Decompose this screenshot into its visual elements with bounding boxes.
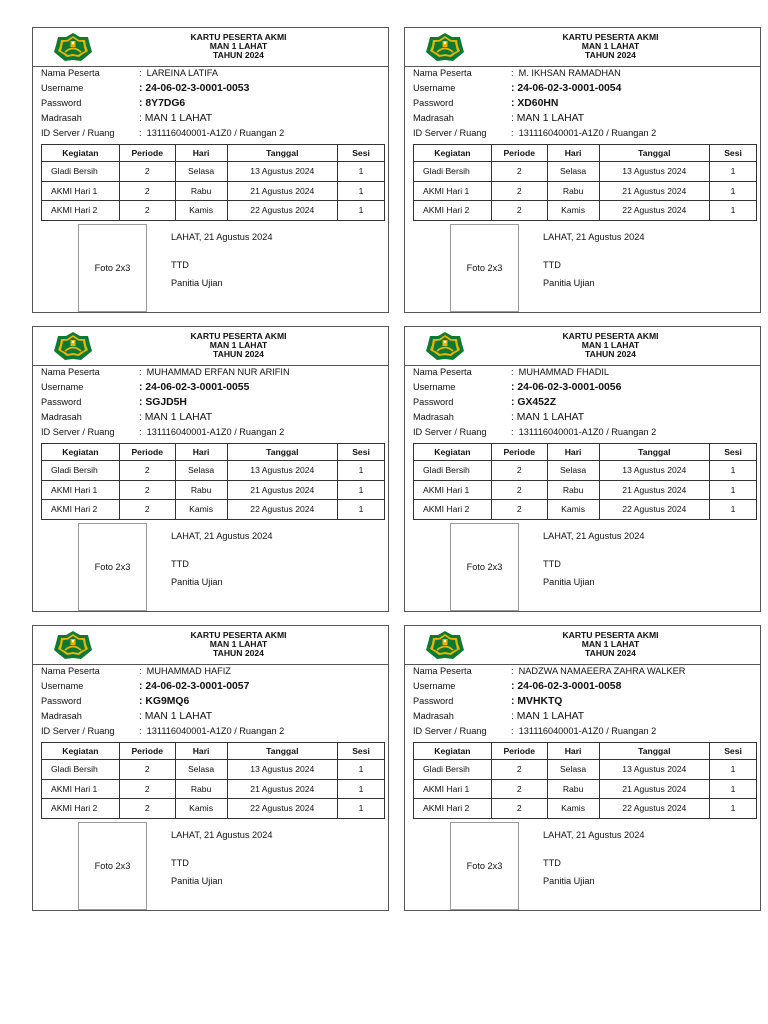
card-year: TAHUN 2024 (585, 349, 636, 360)
participant-card (404, 625, 761, 911)
schedule-cell: 13 Agustus 2024 (599, 760, 710, 780)
table-row (414, 181, 757, 201)
label-password: Password (41, 696, 82, 706)
schedule-cell: 2 (119, 461, 175, 481)
value-server: : 131116040001-A1Z0 / Ruangan 2 (139, 128, 285, 138)
schedule-cell: Rabu (175, 480, 227, 500)
value-password: : SGJD5H (139, 397, 187, 408)
place-date: LAHAT, 21 Agustus 2024 (171, 830, 273, 840)
schedule-cell: 2 (491, 162, 547, 182)
label-username: Username (41, 681, 84, 691)
label-password: Password (413, 696, 454, 706)
schedule-cell: 1 (338, 799, 385, 819)
schedule-table (413, 443, 757, 520)
place-date: LAHAT, 21 Agustus 2024 (543, 830, 645, 840)
schedule-cell: 13 Agustus 2024 (227, 162, 338, 182)
card-school: MAN 1 LAHAT (581, 340, 640, 351)
card-header (33, 327, 388, 366)
label-nama: Nama Peserta (413, 666, 472, 676)
label-server: ID Server / Ruang (413, 427, 487, 437)
schedule-cell: 2 (491, 760, 547, 780)
place-date: LAHAT, 21 Agustus 2024 (171, 232, 273, 242)
label-server: ID Server / Ruang (41, 128, 115, 138)
table-row (42, 461, 385, 481)
value-nama: : MUHAMMAD HAFIZ (139, 666, 231, 676)
schedule-cell: 2 (491, 480, 547, 500)
schedule-cell: Kamis (547, 799, 599, 819)
schedule-header-cell: Sesi (710, 444, 757, 461)
schedule-cell: Rabu (175, 779, 227, 799)
committee-label: Panitia Ujian (171, 278, 223, 288)
schedule-cell: AKMI Hari 2 (42, 201, 120, 221)
signature-ttd: TTD (543, 260, 561, 270)
photo-placeholder: Foto 2x3 (78, 224, 147, 312)
value-nama: : MUHAMMAD ERFAN NUR ARIFIN (139, 367, 290, 377)
schedule-cell: Rabu (547, 181, 599, 201)
label-username: Username (413, 382, 456, 392)
schedule-header-cell: Periode (491, 444, 547, 461)
schedule-cell: 22 Agustus 2024 (599, 799, 710, 819)
card-school: MAN 1 LAHAT (209, 340, 268, 351)
value-madrasah: : MAN 1 LAHAT (511, 711, 585, 722)
label-nama: Nama Peserta (413, 68, 472, 78)
schedule-cell: 13 Agustus 2024 (227, 760, 338, 780)
value-username: : 24-06-02-3-0001-0057 (139, 681, 250, 692)
table-row (414, 461, 757, 481)
label-username: Username (41, 382, 84, 392)
value-username: : 24-06-02-3-0001-0056 (511, 382, 622, 393)
participant-info (405, 366, 760, 442)
schedule-cell: Gladi Bersih (414, 162, 492, 182)
schedule-header-cell: Kegiatan (42, 444, 120, 461)
schedule-header-cell: Periode (119, 145, 175, 162)
card-year: TAHUN 2024 (585, 648, 636, 659)
schedule-header-row (42, 743, 385, 760)
schedule-header-row (414, 145, 757, 162)
table-row (414, 480, 757, 500)
schedule-cell: Kamis (547, 500, 599, 520)
schedule-cell: Gladi Bersih (414, 760, 492, 780)
schedule-cell: 2 (119, 162, 175, 182)
value-server: : 131116040001-A1Z0 / Ruangan 2 (511, 128, 657, 138)
label-username: Username (413, 681, 456, 691)
schedule-cell: 13 Agustus 2024 (227, 461, 338, 481)
schedule-cell: 2 (491, 500, 547, 520)
schedule-header-row (42, 145, 385, 162)
schedule-cell: 1 (338, 480, 385, 500)
schedule-header-cell: Hari (547, 743, 599, 760)
value-madrasah: : MAN 1 LAHAT (139, 113, 213, 124)
schedule-cell: 1 (710, 480, 757, 500)
schedule-table (413, 742, 757, 819)
schedule-cell: 1 (338, 760, 385, 780)
schedule-header-cell: Tanggal (599, 743, 710, 760)
value-nama: : MUHAMMAD FHADIL (511, 367, 610, 377)
card-header (405, 626, 760, 665)
schedule-cell: AKMI Hari 2 (414, 500, 492, 520)
committee-label: Panitia Ujian (543, 577, 595, 587)
schedule-cell: AKMI Hari 2 (42, 799, 120, 819)
label-username: Username (413, 83, 456, 93)
schedule-cell: 2 (119, 760, 175, 780)
card-school: MAN 1 LAHAT (209, 41, 268, 52)
schedule-cell: 21 Agustus 2024 (599, 181, 710, 201)
card-year: TAHUN 2024 (213, 349, 264, 360)
card-year: TAHUN 2024 (213, 50, 264, 61)
schedule-header-cell: Kegiatan (42, 743, 120, 760)
card-header (33, 626, 388, 665)
schedule-cell: 1 (338, 201, 385, 221)
value-username: : 24-06-02-3-0001-0053 (139, 83, 250, 94)
photo-placeholder: Foto 2x3 (78, 523, 147, 611)
schedule-header-cell: Sesi (338, 743, 385, 760)
schedule-cell: Gladi Bersih (42, 162, 120, 182)
schedule-cell: Rabu (175, 181, 227, 201)
schedule-header-cell: Kegiatan (42, 145, 120, 162)
schedule-table (41, 742, 385, 819)
schedule-cell: Gladi Bersih (42, 461, 120, 481)
value-password: : 8Y7DG6 (139, 98, 186, 109)
value-username: : 24-06-02-3-0001-0055 (139, 382, 250, 393)
place-date: LAHAT, 21 Agustus 2024 (543, 531, 645, 541)
schedule-header-cell: Sesi (710, 743, 757, 760)
value-madrasah: : MAN 1 LAHAT (511, 412, 585, 423)
schedule-cell: Selasa (547, 461, 599, 481)
value-username: : 24-06-02-3-0001-0054 (511, 83, 622, 94)
table-row (42, 201, 385, 221)
schedule-header-cell: Hari (175, 145, 227, 162)
schedule-cell: 21 Agustus 2024 (227, 480, 338, 500)
schedule-cell: 13 Agustus 2024 (599, 162, 710, 182)
committee-label: Panitia Ujian (171, 876, 223, 886)
card-school: MAN 1 LAHAT (581, 41, 640, 52)
label-password: Password (413, 397, 454, 407)
schedule-cell: AKMI Hari 1 (414, 779, 492, 799)
label-server: ID Server / Ruang (413, 128, 487, 138)
signature-ttd: TTD (171, 858, 189, 868)
label-server: ID Server / Ruang (41, 427, 115, 437)
schedule-header-row (414, 444, 757, 461)
table-row (414, 760, 757, 780)
table-row (42, 760, 385, 780)
value-madrasah: : MAN 1 LAHAT (139, 711, 213, 722)
schedule-cell: AKMI Hari 1 (414, 181, 492, 201)
schedule-header-cell: Hari (175, 743, 227, 760)
schedule-cell: 2 (119, 201, 175, 221)
schedule-cell: 21 Agustus 2024 (599, 480, 710, 500)
schedule-header-cell: Periode (119, 743, 175, 760)
value-username: : 24-06-02-3-0001-0058 (511, 681, 622, 692)
photo-placeholder: Foto 2x3 (450, 224, 519, 312)
label-nama: Nama Peserta (41, 666, 100, 676)
schedule-cell: Gladi Bersih (414, 461, 492, 481)
label-madrasah: Madrasah (41, 412, 82, 422)
schedule-cell: AKMI Hari 1 (42, 779, 120, 799)
schedule-cell: Selasa (547, 760, 599, 780)
value-server: : 131116040001-A1Z0 / Ruangan 2 (139, 427, 285, 437)
schedule-cell: AKMI Hari 1 (42, 181, 120, 201)
schedule-cell: AKMI Hari 2 (414, 201, 492, 221)
table-row (414, 500, 757, 520)
value-server: : 131116040001-A1Z0 / Ruangan 2 (511, 427, 657, 437)
schedule-cell: 2 (491, 201, 547, 221)
schedule-cell: 1 (338, 779, 385, 799)
label-madrasah: Madrasah (413, 412, 454, 422)
table-row (42, 500, 385, 520)
card-year: TAHUN 2024 (213, 648, 264, 659)
schedule-header-cell: Tanggal (227, 444, 338, 461)
schedule-cell: 1 (710, 201, 757, 221)
value-madrasah: : MAN 1 LAHAT (139, 412, 213, 423)
schedule-cell: 22 Agustus 2024 (227, 500, 338, 520)
schedule-cell: 1 (338, 181, 385, 201)
committee-label: Panitia Ujian (543, 278, 595, 288)
schedule-cell: AKMI Hari 2 (42, 500, 120, 520)
label-server: ID Server / Ruang (413, 726, 487, 736)
value-password: : XD60HN (511, 98, 559, 109)
place-date: LAHAT, 21 Agustus 2024 (543, 232, 645, 242)
committee-label: Panitia Ujian (543, 876, 595, 886)
schedule-cell: 1 (338, 461, 385, 481)
schedule-header-cell: Tanggal (227, 743, 338, 760)
label-password: Password (413, 98, 454, 108)
signature-ttd: TTD (171, 260, 189, 270)
value-password: : MVHKTQ (511, 696, 563, 707)
schedule-cell: 2 (491, 181, 547, 201)
schedule-cell: Gladi Bersih (42, 760, 120, 780)
participant-info (33, 665, 388, 741)
schedule-header-cell: Periode (491, 743, 547, 760)
schedule-cell: 2 (491, 799, 547, 819)
schedule-cell: 1 (338, 500, 385, 520)
participant-info (405, 67, 760, 143)
schedule-header-cell: Sesi (338, 145, 385, 162)
label-madrasah: Madrasah (413, 113, 454, 123)
schedule-header-cell: Kegiatan (414, 145, 492, 162)
schedule-cell: 2 (119, 500, 175, 520)
schedule-header-cell: Periode (491, 145, 547, 162)
value-server: : 131116040001-A1Z0 / Ruangan 2 (511, 726, 657, 736)
schedule-header-cell: Periode (119, 444, 175, 461)
schedule-cell: 1 (710, 162, 757, 182)
schedule-header-cell: Hari (547, 444, 599, 461)
participant-card (32, 27, 389, 313)
schedule-table (41, 443, 385, 520)
table-row (42, 480, 385, 500)
schedule-cell: 1 (338, 162, 385, 182)
schedule-cell: 1 (710, 760, 757, 780)
schedule-cell: 22 Agustus 2024 (227, 201, 338, 221)
participant-info (33, 366, 388, 442)
schedule-cell: 22 Agustus 2024 (599, 500, 710, 520)
schedule-cell: 2 (491, 461, 547, 481)
label-madrasah: Madrasah (41, 113, 82, 123)
signature-ttd: TTD (171, 559, 189, 569)
participant-card (32, 625, 389, 911)
schedule-cell: AKMI Hari 1 (414, 480, 492, 500)
schedule-header-cell: Tanggal (599, 444, 710, 461)
photo-placeholder: Foto 2x3 (450, 523, 519, 611)
schedule-cell: Kamis (547, 201, 599, 221)
schedule-header-cell: Tanggal (227, 145, 338, 162)
table-row (414, 162, 757, 182)
schedule-cell: 22 Agustus 2024 (227, 799, 338, 819)
participant-card (404, 27, 761, 313)
schedule-cell: 1 (710, 181, 757, 201)
schedule-header-cell: Tanggal (599, 145, 710, 162)
card-header (405, 327, 760, 366)
table-row (42, 799, 385, 819)
value-madrasah: : MAN 1 LAHAT (511, 113, 585, 124)
schedule-cell: Kamis (175, 799, 227, 819)
schedule-header-cell: Sesi (710, 145, 757, 162)
card-school: MAN 1 LAHAT (209, 639, 268, 650)
participant-card (32, 326, 389, 612)
card-title: KARTU PESERTA AKMI (190, 630, 287, 640)
schedule-cell: 2 (119, 480, 175, 500)
schedule-cell: Selasa (547, 162, 599, 182)
card-school: MAN 1 LAHAT (581, 639, 640, 650)
label-username: Username (41, 83, 84, 93)
schedule-cell: Rabu (547, 480, 599, 500)
schedule-cell: Selasa (175, 461, 227, 481)
label-nama: Nama Peserta (41, 68, 100, 78)
card-title: KARTU PESERTA AKMI (562, 331, 659, 341)
schedule-cell: 21 Agustus 2024 (227, 779, 338, 799)
label-server: ID Server / Ruang (41, 726, 115, 736)
card-header (33, 28, 388, 67)
label-madrasah: Madrasah (41, 711, 82, 721)
schedule-cell: 22 Agustus 2024 (599, 201, 710, 221)
value-password: : KG9MQ6 (139, 696, 190, 707)
card-title: KARTU PESERTA AKMI (562, 630, 659, 640)
card-title: KARTU PESERTA AKMI (190, 32, 287, 42)
table-row (414, 799, 757, 819)
card-title: KARTU PESERTA AKMI (562, 32, 659, 42)
schedule-cell: 1 (710, 799, 757, 819)
card-header (405, 28, 760, 67)
schedule-table (41, 144, 385, 221)
committee-label: Panitia Ujian (171, 577, 223, 587)
table-row (42, 162, 385, 182)
schedule-cell: Selasa (175, 162, 227, 182)
schedule-header-cell: Hari (175, 444, 227, 461)
value-nama: : NADZWA NAMAEERA ZAHRA WALKER (511, 666, 686, 676)
schedule-cell: 21 Agustus 2024 (227, 181, 338, 201)
schedule-header-cell: Sesi (338, 444, 385, 461)
schedule-cell: Kamis (175, 201, 227, 221)
table-row (414, 201, 757, 221)
value-nama: : M. IKHSAN RAMADHAN (511, 68, 621, 78)
schedule-cell: Rabu (547, 779, 599, 799)
schedule-cell: Selasa (175, 760, 227, 780)
photo-placeholder: Foto 2x3 (450, 822, 519, 910)
photo-placeholder: Foto 2x3 (78, 822, 147, 910)
table-row (42, 181, 385, 201)
participant-card (404, 326, 761, 612)
schedule-header-cell: Hari (547, 145, 599, 162)
signature-ttd: TTD (543, 559, 561, 569)
table-row (414, 779, 757, 799)
value-nama: : LAREINA LATIFA (139, 68, 218, 78)
schedule-cell: 1 (710, 461, 757, 481)
schedule-header-cell: Kegiatan (414, 444, 492, 461)
participant-info (405, 665, 760, 741)
label-password: Password (41, 397, 82, 407)
card-title: KARTU PESERTA AKMI (190, 331, 287, 341)
schedule-cell: 2 (119, 799, 175, 819)
schedule-cell: Kamis (175, 500, 227, 520)
card-sheet (32, 27, 761, 913)
schedule-table (413, 144, 757, 221)
schedule-cell: AKMI Hari 2 (414, 799, 492, 819)
schedule-cell: 13 Agustus 2024 (599, 461, 710, 481)
schedule-header-cell: Kegiatan (414, 743, 492, 760)
signature-ttd: TTD (543, 858, 561, 868)
table-row (42, 779, 385, 799)
value-password: : GX452Z (511, 397, 557, 408)
schedule-cell: 2 (119, 779, 175, 799)
schedule-cell: 1 (710, 500, 757, 520)
schedule-cell: 2 (491, 779, 547, 799)
card-year: TAHUN 2024 (585, 50, 636, 61)
schedule-header-row (42, 444, 385, 461)
schedule-cell: AKMI Hari 1 (42, 480, 120, 500)
schedule-cell: 1 (710, 779, 757, 799)
place-date: LAHAT, 21 Agustus 2024 (171, 531, 273, 541)
schedule-header-row (414, 743, 757, 760)
label-nama: Nama Peserta (413, 367, 472, 377)
label-password: Password (41, 98, 82, 108)
label-madrasah: Madrasah (413, 711, 454, 721)
schedule-cell: 21 Agustus 2024 (599, 779, 710, 799)
participant-info (33, 67, 388, 143)
value-server: : 131116040001-A1Z0 / Ruangan 2 (139, 726, 285, 736)
label-nama: Nama Peserta (41, 367, 100, 377)
schedule-cell: 2 (119, 181, 175, 201)
